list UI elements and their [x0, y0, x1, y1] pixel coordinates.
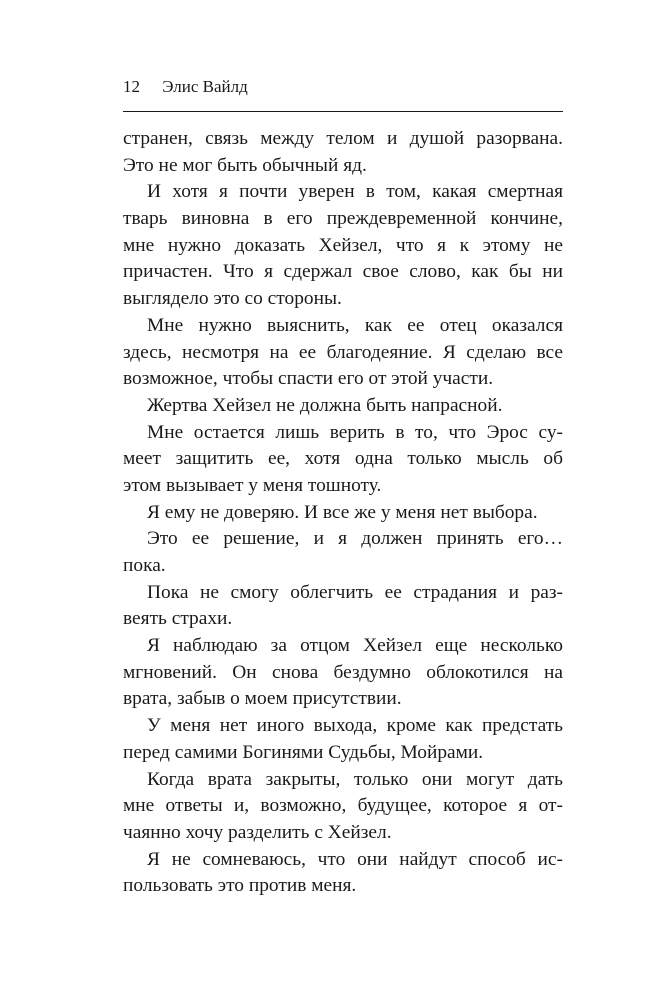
paragraph — [123, 500, 563, 527]
text-line: странен, связь между телом и душой разорвана. — [123, 128, 563, 149]
text-line: пока. — [123, 555, 166, 576]
paragraph — [123, 580, 563, 633]
paragraph — [123, 420, 563, 500]
text-line: Это не мог быть обычный яд. — [123, 154, 367, 176]
text-line: У меня нет иного выхода, кроме как предстать — [147, 715, 563, 737]
page-number: 12 — [123, 77, 140, 96]
text-line: веять страхи. — [123, 608, 233, 630]
text-line: мне нужно доказать Хейзел, что я к этому не — [123, 234, 563, 256]
text-line: мгновений. Он снова бездумно облокотился на — [123, 661, 563, 683]
paragraph — [123, 313, 563, 393]
text-line: тварь виновна в его преждевременной кончине, — [123, 208, 563, 230]
paragraph — [123, 179, 563, 312]
header-rule — [123, 111, 563, 112]
paragraph — [123, 767, 563, 847]
text-line: пользовать это против меня. — [123, 875, 357, 897]
text-line: причастен. Что я сдержал свое слово, как бы ни — [123, 261, 563, 283]
text-line: Я не сомневаюсь, что они найдут способ ис- — [147, 848, 563, 870]
text-line: И хотя я почти уверен в том, какая смертная — [147, 181, 563, 203]
text-line: этом вызывает у меня тошноту. — [123, 474, 382, 496]
body-text — [123, 126, 563, 900]
text-line: возможное, чтобы спасти его от этой участи. — [123, 368, 494, 390]
text-line: здесь, несмотря на ее благодеяние. Я сделаю все — [123, 341, 563, 363]
text-line: Я ему не доверяю. И все же у меня нет выбора. — [147, 501, 538, 523]
text-line: перед самими Богинями Судьбы, Мойрами. — [123, 741, 484, 763]
text-line: Когда врата закрыты, только они могут дать — [147, 768, 563, 790]
running-head — [123, 74, 563, 100]
paragraph — [123, 393, 563, 420]
text-line: мне ответы и, возможно, будущее, которое я от- — [123, 795, 563, 817]
paragraph — [123, 126, 563, 179]
text-line: Мне нужно выяснить, как ее отец оказался — [147, 314, 563, 336]
running-head-author: Элис Вайлд — [162, 77, 248, 96]
text-line: Я наблюдаю за отцом Хейзел еще несколько — [147, 635, 563, 657]
text-line: Пока не смогу облегчить ее страдания и раз- — [147, 581, 563, 603]
text-line: Мне остается лишь верить в то, что Эрос су- — [147, 421, 563, 443]
text-line: Жертва Хейзел не должна быть напрасной. — [147, 394, 503, 416]
text-line: чаянно хочу разделить с Хейзел. — [123, 821, 392, 843]
paragraph — [123, 526, 563, 579]
paragraph — [123, 713, 563, 766]
text-line: врата, забыв о моем присутствии. — [123, 688, 402, 710]
text-line: выглядело это со стороны. — [123, 288, 342, 310]
text-line: Это ее решение, и я должен принять его… — [147, 528, 563, 550]
text-line: меет защитить ее, хотя одна только мысль об — [123, 448, 563, 470]
paragraph — [123, 847, 563, 900]
paragraph — [123, 633, 563, 713]
